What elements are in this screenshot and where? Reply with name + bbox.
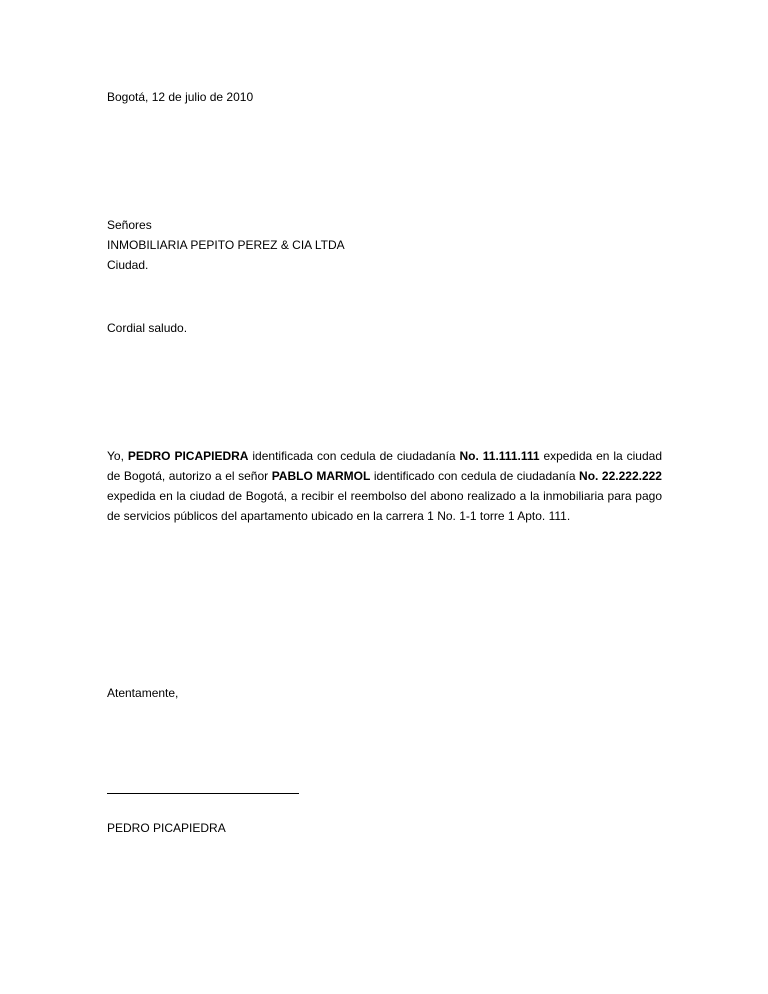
body-text-4: identificado con cedula de ciudadanía — [370, 469, 580, 483]
body-text-5: expedida en la ciudad de Bogotá, a recibir el reembolso del abono realizado a la inmobiliaria para pago de servicios públicos del apartamento ubicado en la carrera 1 No. 1-1 torre 1 Apto. 111. — [107, 489, 662, 523]
recipient-company: INMOBILIARIA PEPITO PEREZ & CIA LTDA — [107, 238, 345, 252]
date-line: Bogotá, 12 de julio de 2010 — [107, 90, 254, 104]
body-text-1: Yo, — [107, 449, 128, 463]
signature-line — [107, 793, 299, 794]
body-paragraph — [107, 446, 662, 526]
greeting: Cordial saludo. — [107, 321, 188, 335]
closing: Atentamente, — [107, 686, 179, 700]
signature-name: PEDRO PICAPIEDRA — [107, 821, 226, 835]
recipient-title: Señores — [107, 218, 152, 232]
grantor-name: PEDRO PICAPIEDRA — [127, 449, 249, 463]
grantor-id: No. 11.111.111 — [459, 449, 540, 463]
recipient-city: Ciudad. — [107, 258, 149, 272]
authorized-name: PABLO MARMOL — [271, 469, 371, 483]
body-text-3: expedida en la ciudad de Bogotá, autorizo a el señor — [107, 449, 662, 483]
authorized-id: No. 22.222.222 — [579, 469, 662, 483]
body-text-2: identificada con cedula de ciudadanía — [248, 449, 460, 463]
